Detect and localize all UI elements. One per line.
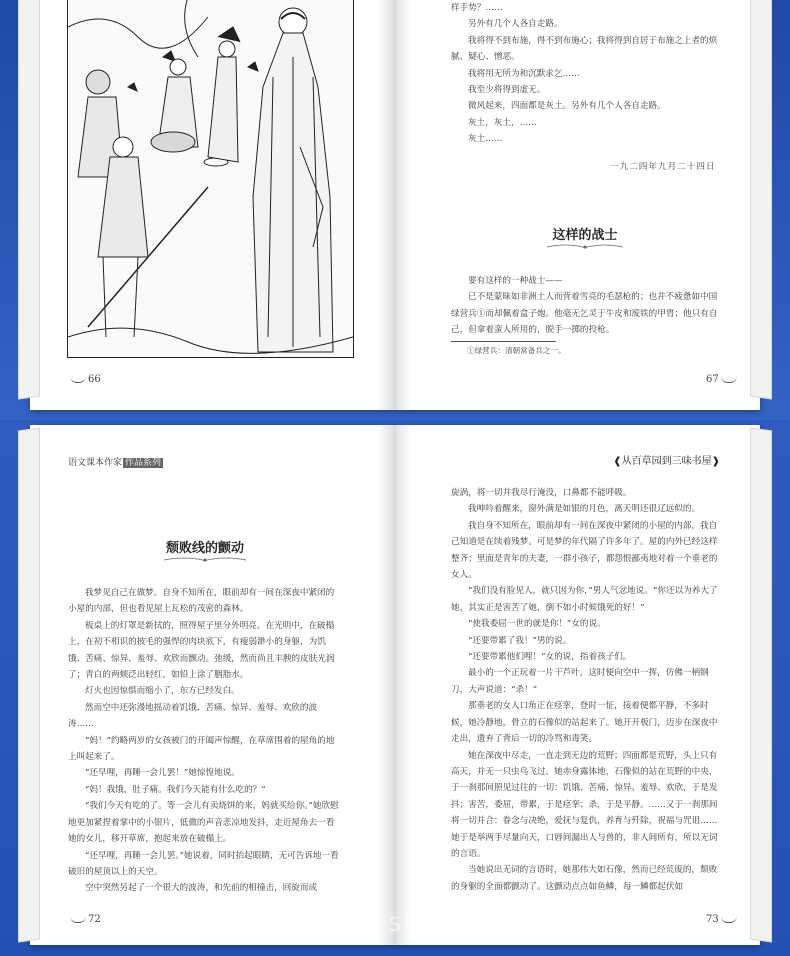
page-edge-right [750,0,772,400]
footnote-rule [451,341,556,342]
series-badge: 作品系列 [125,458,162,468]
bottom-book-spread [30,425,760,945]
page-edge-left [18,0,40,400]
paragraph: 我呻吟着醒来，窗外满是如银的月色，离天明还很辽远似的。 [468,504,701,515]
scroll-ornament-icon [545,243,625,251]
left-page-text [68,585,340,897]
watermark: shop [388,908,459,938]
paragraph: 空中突然另起了一个很大的波涛，和先前的相撞击，回旋而成 [85,883,318,894]
page-number-left: 72 [68,914,101,925]
paragraph: “妈！”约略两岁的女孩被门的开阖声惊醒，在草席围着的屋角的地上叫起来了。 [68,735,335,763]
paragraph: 已不是蒙昧如非洲土人而背着雪亮的毛瑟枪的；也并不疲惫如中国绿营兵①而却佩着盒子炮。他毫无乞灵于牛皮和废铁的甲胄；他只有自己，但拿着蛮人所用的，脱手一掷的投枪。 [451,292,718,336]
paragraph: 灯火也因惊惧而缩小了，东方已经发白。 [85,686,240,697]
paragraph: 最小的一个正玩着一片干芦叶，这时便向空中一挥，仿佛一柄钢刀，大声说道：“杀！” [451,668,709,695]
page-edge-right [750,427,772,942]
paragraph: “我们没有脸见人，就只因为你，”男人气忿地说。“你还以为养大了她，其实正是害苦了她，倒不如小时候饿死的好！” [451,586,718,613]
paragraph: 当她说出无词的言语时，她那伟大如石像，然而已经荒废的，颓败的身躯的全面都颤动了。这颤动点点如鱼鳞，每一鳞都起伏如 [451,865,718,892]
paragraph: 板桌上的灯罩是新拭的，照得屋子里分外明亮。在光明中，在破榻上，在初不相识的披毛的强悍的肉块底下，有瘦弱渺小的身躯，为饥饿、苦痛、惊异、羞辱、欢欣而颤动。弛缓，然而尚且丰腴的皮肤光润了；青白的两颊泛出轻红，如铅上涂了胭脂水。 [68,620,335,681]
top-book-spread [30,0,760,410]
paragraph: “妈！我饿，肚子痛。我们今天能有什么吃的？” [85,784,266,795]
text-line: 我将得不到布施，得不到布施心；我将得到自居于布施之上者的烦腻、疑心、憎恶。 [451,35,718,63]
page-number-right: 73 [706,914,739,925]
essay-body [451,273,723,339]
book-gutter [378,0,412,410]
book-gutter [378,425,412,945]
text-line: 我将用无所为和沉默求乞…… [468,68,580,79]
text-line: 我至少将得到虚无。 [468,85,546,96]
running-head-left [68,455,163,468]
book-title: 从百草园到三味书屋 [621,456,712,467]
text-line: 另外有几个人各自走路。 [468,19,563,30]
right-page-text [451,485,723,895]
paragraph: “使我委屈一世的就是你！”女的说。 [468,619,606,630]
paragraph: 她在深夜中尽走，一直走到无边的荒野；四面都是荒野，头上只有高天，并无一只虫鸟飞过。她赤身露体地，石像似的站在荒野的中央，于一刹那间照见过往的一切：饥饿、苦痛、惊异、羞辱、欢欣，于是发抖；害苦，委屈，带累，于是痉挛；杀，于是平静。……又于一刹那间将一切并合：眷念与决绝，爱抚与复仇，养育与歼除，祝福与咒诅……她于是举两手尽量向天，口唇间漏出人与兽的，非人间所有，所以无词的言语。 [451,750,718,859]
paragraph: “还要带累他们哩！”女的说，指着孩子们。 [468,652,632,663]
paragraph: 那垂老的女人口角正在痉挛，登时一怔，接着便都平静，不多时候，她冷静地，骨立的石像似的站起来了。她开开板门，迈步在深夜中走出，遗弃了背后一切的冷骂和毒笑。 [451,701,718,745]
paragraph: 然而空中还弥漫地摇动着饥饿、苦痛、惊异、羞辱、欢欣的波涛…… [68,702,318,730]
text-line: 灰土，灰土，…… [468,117,537,128]
text-line: 灰土…… [468,134,503,145]
woodcut-illustration [67,0,354,358]
paragraph: 旋涡，将一切并我尽行淹没，口鼻都不能呼吸。 [451,488,632,498]
page-edge-left [18,427,40,942]
paragraph: “还早哩，再睡一会儿罢！”她惊惶地说。 [85,768,240,779]
paragraph: “还要带累了我！”男的说。 [468,635,572,646]
running-head-right: ❰从百草园到三味书屋❱ [613,456,720,467]
text-line: 微风起来，四面都是灰土。另外有几个人各自走路。 [468,101,666,112]
scroll-ornament-icon [162,556,248,564]
paragraph: “还早哩，再睡一会儿罢。”她说着，同时抬起眼睛，无可告诉地一看破旧的屋顶以上的天空。 [68,850,339,877]
paragraph: 要有这样的一种战士—— [468,276,563,286]
paragraph: 我自身不知所在，眼前却有一间在深夜中紧闭的小屋的内部，我自己知道是在续着残梦。可是梦的年代隔了许多年了。屋的内外已经这样整齐；里面是青年的夫妻，一群小孩子，都怨恨鄙夷地对着一个垂老的女人。 [451,520,718,581]
continued-text [451,0,723,148]
paragraph: 我梦见自己在做梦。自身不知所在，眼前却有一间在深夜中紧闭的小屋的内部，但也看见屋上瓦松的茂密的森林。 [68,588,335,615]
page-number-right: 67 [706,374,739,385]
page-number-left: 66 [68,374,101,385]
footnote: ①绿营兵：清朝常备兵之一。 [467,346,566,355]
essay-date: 一九二四年九月二十四日 [610,162,716,172]
essay-title: 颓败线的颤动 [165,541,244,556]
text-line: 样手势？…… [451,3,503,13]
essay-title: 这样的战士 [552,228,618,243]
paragraph: “我们今天有吃的了。等一会儿有卖烧饼的来，妈就买给你。”她欣慰地更加紧捏着掌中的小银片，低微的声音悲凉地发抖，走近屋角去一看她的女儿，移开草席，抱起来放在破榻上。 [68,801,339,845]
series-name: 语文课本作家 [68,458,123,468]
